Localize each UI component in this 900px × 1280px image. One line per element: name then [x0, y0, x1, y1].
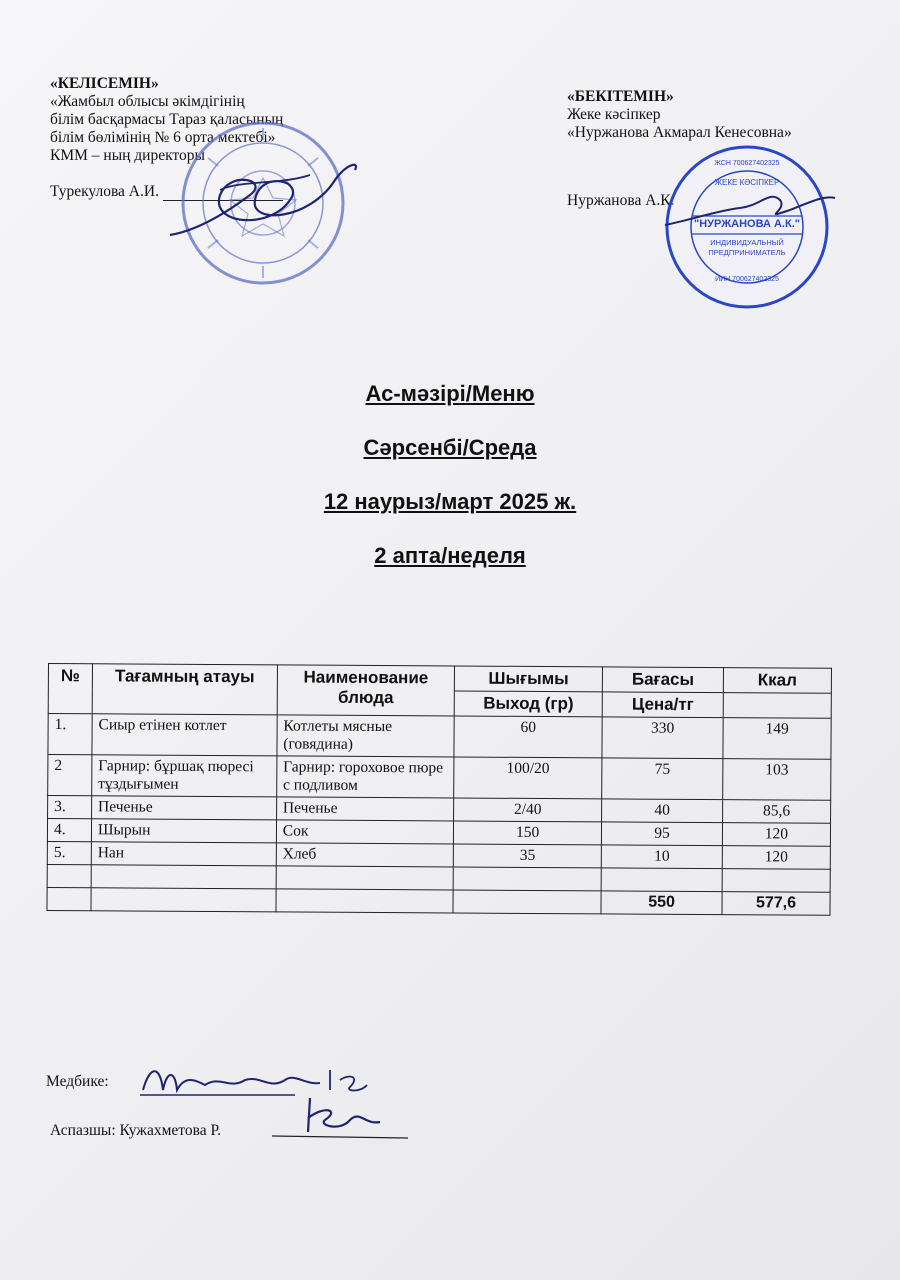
row-price: 10 [601, 845, 722, 869]
row-yield: 100/20 [454, 757, 602, 799]
header-price-kz: Бағасы [602, 667, 723, 693]
header-yield-ru: Выход (гр) [454, 691, 602, 717]
row-num: 4. [47, 819, 91, 842]
approval-right-title: «БЕКІТЕМІН» [567, 88, 674, 105]
approval-right-line1: Жеке кәсіпкер [567, 106, 661, 123]
cook-row [50, 1122, 221, 1140]
approval-left-line3: білім бөлімінің № 6 орта мектебі» [50, 129, 276, 146]
header-yield-kz: Шығымы [455, 666, 603, 692]
table-total-row [47, 887, 830, 915]
table-row [48, 714, 831, 760]
row-kcal: 120 [722, 846, 830, 870]
stamp-id-bottom: ИИН 700627402325 [715, 276, 779, 283]
row-price: 330 [602, 717, 723, 759]
total-kcal: 577,6 [722, 892, 830, 916]
nurse-label: Медбике: [46, 1073, 109, 1090]
row-name-ru: Хлеб [276, 843, 453, 867]
table-header-row [48, 664, 831, 694]
table-body [47, 714, 831, 870]
approval-left-signer: Турекулова А.И. [50, 183, 159, 200]
header-name-ru: Наименование блюда [277, 665, 455, 716]
row-yield: 60 [454, 716, 602, 758]
row-num: 2 [48, 755, 92, 796]
row-num: 5. [47, 841, 91, 864]
row-num: 3. [48, 796, 92, 819]
row-name-ru: Котлеты мясные (говядина) [277, 715, 455, 757]
cook-name: Кужахметова Р. [119, 1122, 222, 1139]
menu-day: Сәрсенбі/Среда [363, 435, 537, 460]
row-yield: 150 [454, 821, 602, 845]
stamp-id-top: ЖСН 700627402325 [714, 160, 780, 167]
row-name-kz: Шырын [91, 819, 276, 843]
stamp-inner-bottom: ИНДИВИДУАЛЬНЫЙ ПРЕДПРИНИМАТЕЛЬ [708, 238, 786, 257]
approval-left-line2: білім басқармасы Тараз қаласының [50, 111, 284, 128]
menu-title-block [0, 380, 900, 596]
row-price: 75 [602, 758, 723, 800]
row-name-kz: Нан [91, 842, 276, 866]
header-kcal: Ккал [723, 668, 831, 694]
row-name-ru: Гарнир: гороховое пюре с подливом [276, 756, 454, 798]
row-num: 1. [48, 714, 92, 755]
stamp-name: "НУРЖАНОВА А.К." [694, 218, 800, 230]
approval-left-line1: «Жамбыл облысы әкімдігінің [50, 93, 245, 110]
row-kcal: 149 [723, 718, 831, 760]
nurse-row [46, 1073, 109, 1091]
row-name-kz: Сиыр етінен котлет [92, 714, 277, 756]
row-kcal: 85,6 [723, 800, 831, 824]
row-name-kz: Гарнир: бұршақ пюресі тұздығымен [92, 755, 277, 797]
row-price: 40 [602, 799, 723, 823]
cook-signature [270, 1090, 410, 1150]
director-signature [160, 140, 370, 255]
row-name-kz: Печенье [91, 796, 276, 820]
header-kcal-empty [723, 693, 831, 719]
row-kcal: 120 [722, 823, 830, 847]
menu-title: Ас-мәзірі/Меню [365, 381, 535, 406]
header-price-ru: Цена/тг [602, 692, 723, 718]
menu-date: 12 наурыз/март 2025 ж. [323, 489, 577, 514]
approval-left-title: «КЕЛІСЕМІН» [50, 75, 159, 92]
row-name-ru: Сок [276, 820, 453, 844]
menu-week: 2 апта/неделя [374, 543, 526, 568]
row-yield: 2/40 [454, 798, 602, 822]
cook-label: Аспазшы: [50, 1122, 116, 1139]
table-row [48, 755, 831, 801]
approval-right-signer: Нуржанова А.К. [567, 192, 675, 209]
row-yield: 35 [453, 844, 601, 868]
row-kcal: 103 [723, 759, 831, 801]
stamp-inner-top: ЖЕКЕ КӘСІПКЕР [714, 178, 780, 187]
row-price: 95 [602, 822, 723, 846]
approval-left-line4: КММ – ның директоры [50, 147, 205, 164]
total-price: 550 [601, 891, 722, 915]
entrepreneur-signature [660, 180, 840, 245]
header-num: № [48, 664, 92, 714]
header-name-kz: Тағамның атауы [92, 664, 277, 715]
approval-right-line2: «Нуржанова Акмарал Кенесовна» [567, 124, 792, 141]
row-name-ru: Печенье [276, 797, 453, 821]
menu-table [46, 663, 832, 916]
